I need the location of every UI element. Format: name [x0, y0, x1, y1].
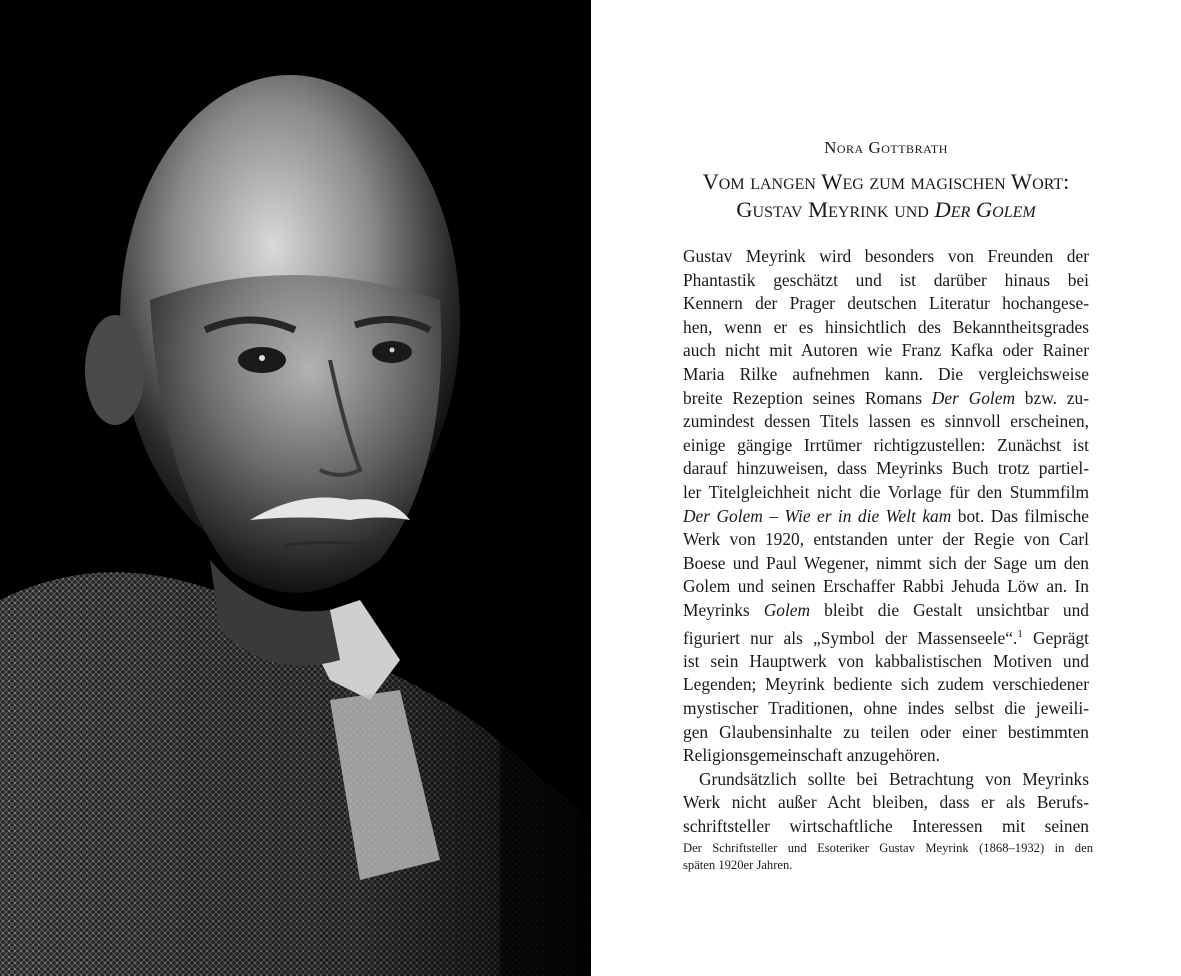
title-line-2a: Gustav Meyrink und [736, 197, 935, 222]
body-line: Grundsätzlich sollte bei Betrachtung von Meyrinks [699, 768, 1089, 789]
body-line: Legenden; Meyrink bediente sich zudem verschiedener [683, 674, 1089, 695]
body-line: Religionsgemeinschaft anzugehören. [683, 745, 940, 766]
body-line: Maria Rilke aufnehmen kann. Die vergleichsweise [683, 363, 1089, 384]
chapter-title [631, 168, 1141, 224]
body-line: Phantastik geschätzt und ist darüber hinaus bei [683, 269, 1089, 290]
body-line-part: breite Rezeption seines Romans [683, 387, 932, 408]
body-line: zumindest dessen Titels lassen es sinnvoll erscheinen, [683, 411, 1089, 432]
body-line: Boese und Paul Wegener, nimmt sich der Sage um den [683, 552, 1089, 573]
author-name: Nora Gottbrath [824, 138, 948, 157]
body-line-composite [683, 387, 1089, 411]
body-line-composite [683, 599, 1089, 623]
body-line: Golem und seinen Erschaffer Rabbi Jehuda Löw an. In [683, 576, 1089, 597]
body-line-composite [683, 505, 1089, 529]
title-line-1: Vom langen Weg zum magischen Wort: [702, 169, 1070, 194]
body-line: einige gängige Irrtümer richtigzustellen: Zunächst ist [683, 434, 1089, 455]
caption-line: Der Schriftsteller und Esoteriker Gustav Meyrink (1868–1932) in den [683, 841, 1093, 855]
body-line-part: Geprägt [1022, 627, 1089, 648]
body-line: Werk nicht außer Acht bleiben, dass er als Berufs- [683, 792, 1089, 813]
body-line-italic: Der Golem – Wie er in die Welt kam [683, 505, 952, 526]
body-line: hen, wenn er es hinsichtlich des Bekanntheitsgrades [683, 316, 1089, 337]
body-line: darauf hinzuweisen, dass Meyrinks Buch trotz partiel- [683, 458, 1089, 479]
body-line: gen Glaubensinhalte zu teilen oder einer bestimmten [683, 721, 1089, 742]
caption-line: späten 1920er Jahren. [683, 858, 793, 872]
body-line-part: bot. Das filmische [951, 505, 1090, 526]
body-line-italic: Golem [763, 599, 811, 620]
body-line: ist sein Hauptwerk von kabbalistischen Motiven und [683, 650, 1089, 671]
body-line: auch nicht mit Autoren wie Franz Kafka oder Rainer [683, 340, 1089, 361]
title-line-2b: Der Golem [934, 197, 1036, 222]
body-line: schriftsteller wirtschaftliche Interessen mit seinen [683, 816, 1089, 837]
body-line-part: bzw. zu- [1015, 387, 1090, 408]
body-line-part: Meyrinks [683, 599, 764, 620]
photo-caption [683, 840, 1093, 874]
body-line: Werk von 1920, entstanden unter der Regie von Carl [683, 529, 1089, 550]
body-line: Gustav Meyrink wird besonders von Freunden der [683, 246, 1089, 266]
body-line-part: bleibt die Gestalt unsichtbar und [810, 599, 1089, 620]
body-line: mystischer Traditionen, ohne indes selbst die jeweili- [683, 698, 1089, 719]
body-line-composite [683, 623, 1089, 650]
footnote-marker[interactable]: 1 [1017, 627, 1023, 640]
body-text [683, 245, 1089, 839]
body-line-italic: Der Golem [931, 387, 1016, 408]
text-page [591, 0, 1181, 976]
body-line-part: figuriert nur als „Symbol der Massenseele“. [683, 627, 1018, 648]
body-line: Kennern der Prager deutschen Literatur hochangese- [683, 293, 1089, 314]
body-line: ler Titelgleichheit nicht die Vorlage für den Stummfilm [683, 481, 1089, 502]
